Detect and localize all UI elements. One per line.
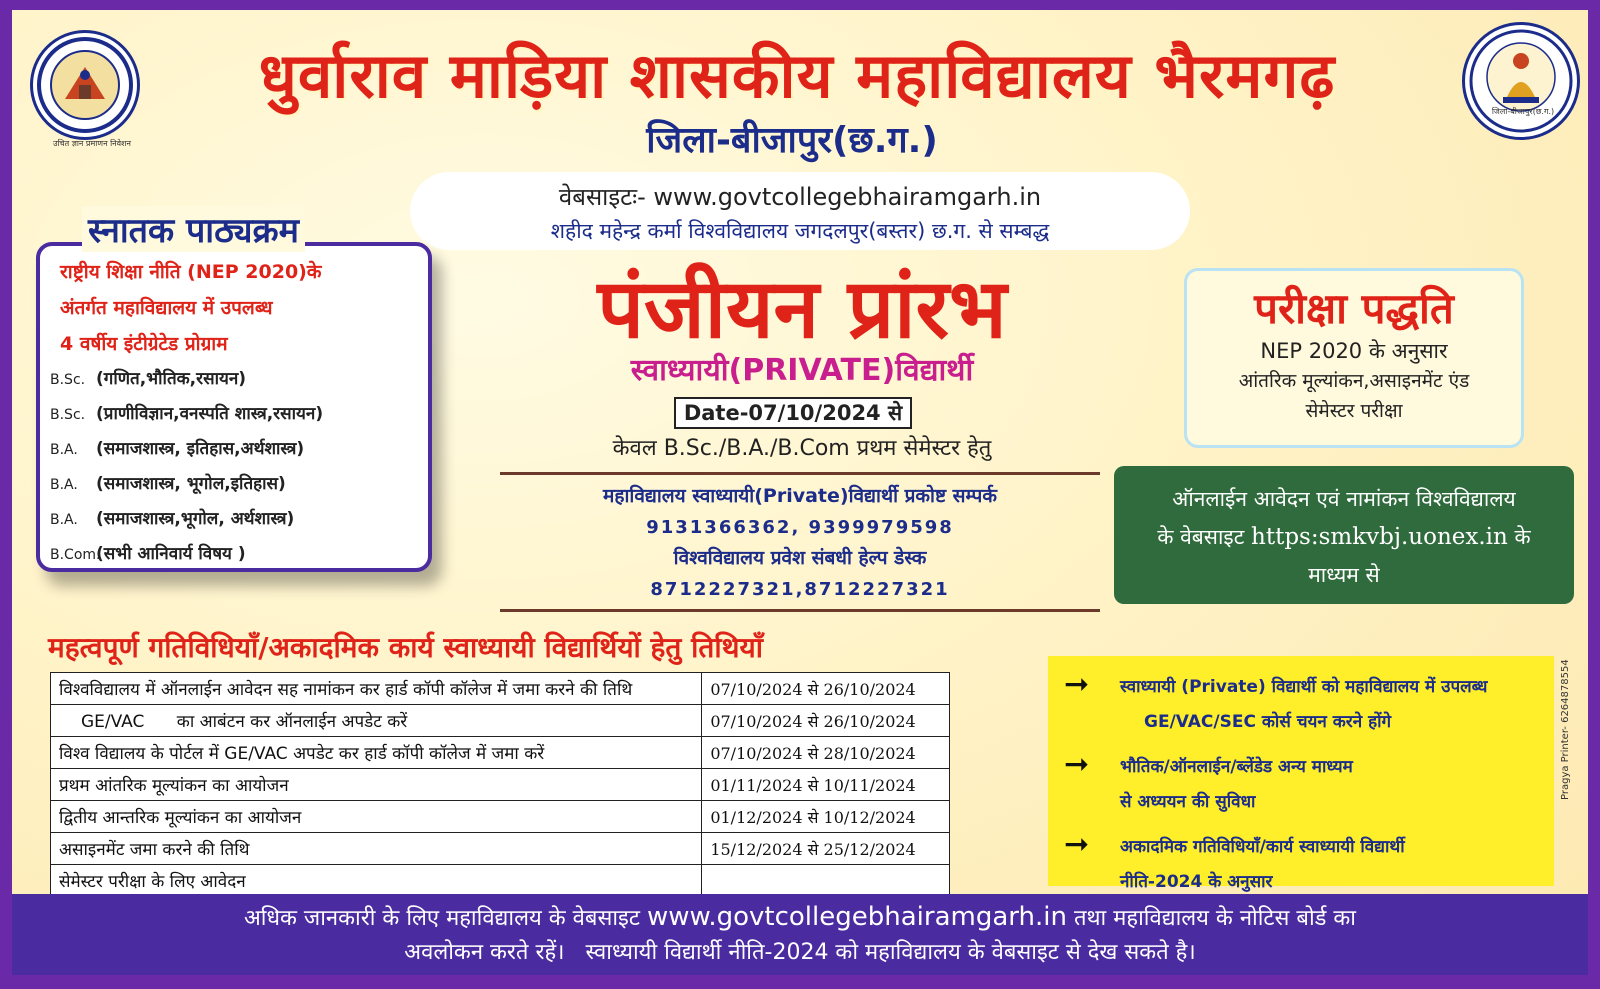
activity-cell: GE/VAC का आबंटन कर ऑनलाईन अपडेट करें: [51, 705, 702, 737]
note-text: [1120, 830, 1405, 900]
cell-heading: महाविद्यालय स्वाध्यायी(Private)विद्यार्थी प्रकोष्ट सम्पर्क: [603, 485, 997, 507]
college-title: धुर्वाराव माड़िया शासकीय महाविद्यालय भैरमगढ़: [258, 39, 1336, 112]
schedule-table: [50, 672, 950, 897]
university-url: https:smkvbj.uonex.in: [1251, 524, 1508, 550]
course-row: [50, 537, 418, 572]
activity-cell: सेमेस्टर परीक्षा के लिए आवेदन: [51, 865, 702, 897]
activity-cell: असाइनमेंट जमा करने की तिथि: [51, 833, 702, 865]
online-text: के वेबसाइट: [1157, 525, 1245, 549]
arrow-icon: ➞: [1064, 667, 1090, 702]
course-row: [50, 432, 418, 467]
course-subjects: (समाजशास्त्र, इतिहास,अर्थशास्त्र): [96, 439, 305, 459]
exam-line: NEP 2020 के अनुसार: [1260, 339, 1448, 363]
footer-line: [12, 900, 1588, 936]
online-line: [1114, 518, 1574, 556]
date-cell: 07/10/2024 से 28/10/2024: [702, 737, 950, 769]
footer-text: तथा महाविद्यालय के नोटिस बोर्ड का: [1073, 906, 1357, 931]
online-application-box: [1114, 466, 1574, 604]
left-logo-motto: उचित ज्ञान प्रमाणन निवेशन: [53, 139, 131, 148]
date-cell: 07/10/2024 से 26/10/2024: [702, 705, 950, 737]
activity-cell: प्रथम आंतरिक मूल्यांकन का आयोजन: [51, 769, 702, 801]
semester-note: केवल B.Sc./B.A./B.Com प्रथम सेमेस्टर हेतु: [612, 436, 992, 461]
ug-intro-line: राष्ट्रीय शिक्षा नीति (NEP 2020)के: [60, 261, 322, 283]
course-row: [50, 362, 418, 397]
course-degree: B.A.: [50, 477, 78, 493]
note-text: [1120, 750, 1353, 820]
district-title: जिला-बीजापुर(छ.ग.): [646, 120, 938, 161]
online-line: ऑनलाईन आवेदन एवं नामांकन विश्वविद्यालय: [1172, 487, 1516, 511]
course-subjects: (समाजशास्त्र,भूगोल, अर्थशास्त्र): [96, 509, 295, 529]
note-text: [1120, 670, 1487, 740]
cell-numbers: 9131366362, 9399979598: [646, 517, 954, 538]
right-logo-text: जिला-बीजापुर(छ.ग.): [1491, 107, 1555, 116]
course-degree: B.Sc.: [50, 372, 86, 388]
affiliation-line: शहीद महेन्द्र कर्मा विश्वविद्यालय जगदलपुर(बस्तर) छ.ग. से सम्बद्ध: [550, 219, 1050, 243]
activity-cell: विश्वविद्यालय में ऑनलाईन आवेदन सह नामांकन कर हार्ड कॉपी कॉलेज में जमा करने की तिथि: [51, 673, 702, 705]
arrow-icon: ➞: [1064, 747, 1090, 782]
exam-pattern-box: [1184, 268, 1524, 448]
table-row: [51, 801, 950, 833]
course-degree: B.Com.: [50, 547, 101, 563]
course-degree: B.A.: [50, 512, 78, 528]
date-cell: 01/11/2024 से 10/11/2024: [702, 769, 950, 801]
start-date-box: Date-07/10/2024 से: [674, 397, 912, 429]
course-degree: B.A.: [50, 442, 78, 458]
table-row: [51, 673, 950, 705]
course-row: [50, 502, 418, 537]
date-cell: [702, 865, 950, 897]
note-line: स्वाध्यायी (Private) विद्यार्थी को महाविद्यालय में उपलब्ध: [1120, 677, 1488, 697]
course-degree: B.Sc.: [50, 407, 86, 423]
date-cell: 07/10/2024 से 26/10/2024: [702, 673, 950, 705]
date-cell: 15/12/2024 से 25/12/2024: [702, 833, 950, 865]
ug-intro-line: 4 वर्षीय इंटीग्रेटेड प्रोग्राम: [60, 333, 228, 355]
course-subjects: (प्राणीविज्ञान,वनस्पति शास्त्र,रसायन): [96, 404, 324, 424]
activity-cell: द्वितीय आन्तरिक मूल्यांकन का आयोजन: [51, 801, 702, 833]
contact-box: [500, 472, 1100, 612]
note-item: [1064, 667, 1544, 740]
date-cell: 01/12/2024 से 10/12/2024: [702, 801, 950, 833]
helpdesk-heading: विश्वविद्यालय प्रवेश संबधी हेल्प डेस्क: [673, 547, 927, 569]
website-line: वेबसाइटः- www.govtcollegebhairamgarh.in: [558, 183, 1042, 211]
note-line: भौतिक/ऑनलाईन/ब्लेंडेड अन्य माध्यम: [1120, 757, 1353, 777]
private-student-line: स्वाध्यायी(PRIVATE)विद्यार्थी: [630, 353, 974, 388]
note-item: [1064, 827, 1544, 900]
note-line: अकादमिक गतिविधियाँ/कार्य स्वाध्यायी विद्यार्थी: [1120, 837, 1405, 857]
college-emblem-icon: [30, 30, 140, 140]
ug-intro-line: अंतर्गत महाविद्यालय में उपलब्ध: [60, 297, 273, 319]
table-row: [51, 769, 950, 801]
note-item: [1064, 747, 1544, 820]
table-row: [51, 833, 950, 865]
footer-website: www.govtcollegebhairamgarh.in: [646, 902, 1067, 932]
helpdesk-numbers: 8712227321,8712227321: [650, 579, 950, 600]
arrow-icon: ➞: [1064, 827, 1090, 862]
footer-line: अवलोकन करते रहें। स्वाध्यायी विद्यार्थी नीति-2024 को महाविद्यालय के वेबसाइट से देख सकते है।: [404, 940, 1196, 965]
online-text: के: [1514, 525, 1531, 549]
activities-title: महत्वपूर्ण गतिविधियाँ/अकादमिक कार्य स्वाध्यायी विद्यार्थियों हेतु तिथियाँ: [48, 631, 763, 664]
registration-title: पंजीयन प्रांरभ: [597, 262, 1007, 357]
ug-courses-box: [36, 242, 432, 572]
saraswati-seal-icon: [1462, 22, 1580, 140]
course-subjects: (सभी आनिवार्य विषय ): [96, 544, 246, 564]
table-row: [51, 737, 950, 769]
activity-cell: विश्व विद्यालय के पोर्टल में GE/VAC अपडेट कर हार्ड कॉपी कॉलेज में जमा करें: [51, 737, 702, 769]
footer-text: अधिक जानकारी के लिए महाविद्यालय के वेबसाइट: [243, 906, 640, 931]
note-line: नीति-2024 के अनुसार: [1120, 872, 1273, 892]
footer-bar: [12, 894, 1588, 975]
exam-line: आंतरिक मूल्यांकन,असाइनमेंट एंड: [1238, 370, 1470, 392]
online-line: माध्यम से: [1308, 563, 1380, 587]
course-row: [50, 467, 418, 502]
ug-heading: स्नातक पाठ्यक्रम: [82, 206, 305, 252]
printer-credit: Pragya Printer- 6264878554: [1560, 659, 1571, 800]
poster: [12, 10, 1588, 975]
note-line: GE/VAC/SEC कोर्स चयन करने होंगे: [1144, 712, 1392, 732]
exam-line: सेमेस्टर परीक्षा: [1305, 400, 1403, 422]
website-box: [410, 172, 1190, 250]
course-subjects: (गणित,भौतिक,रसायन): [96, 369, 247, 389]
exam-pattern-title: परीक्षा पद्धति: [1254, 284, 1454, 333]
notes-box: [1048, 656, 1554, 892]
note-line: से अध्ययन की सुविधा: [1120, 792, 1256, 812]
table-row: [51, 865, 950, 897]
course-row: [50, 397, 418, 432]
course-subjects: (समाजशास्त्र, भूगोल,इतिहास): [96, 474, 286, 494]
table-row: [51, 705, 950, 737]
